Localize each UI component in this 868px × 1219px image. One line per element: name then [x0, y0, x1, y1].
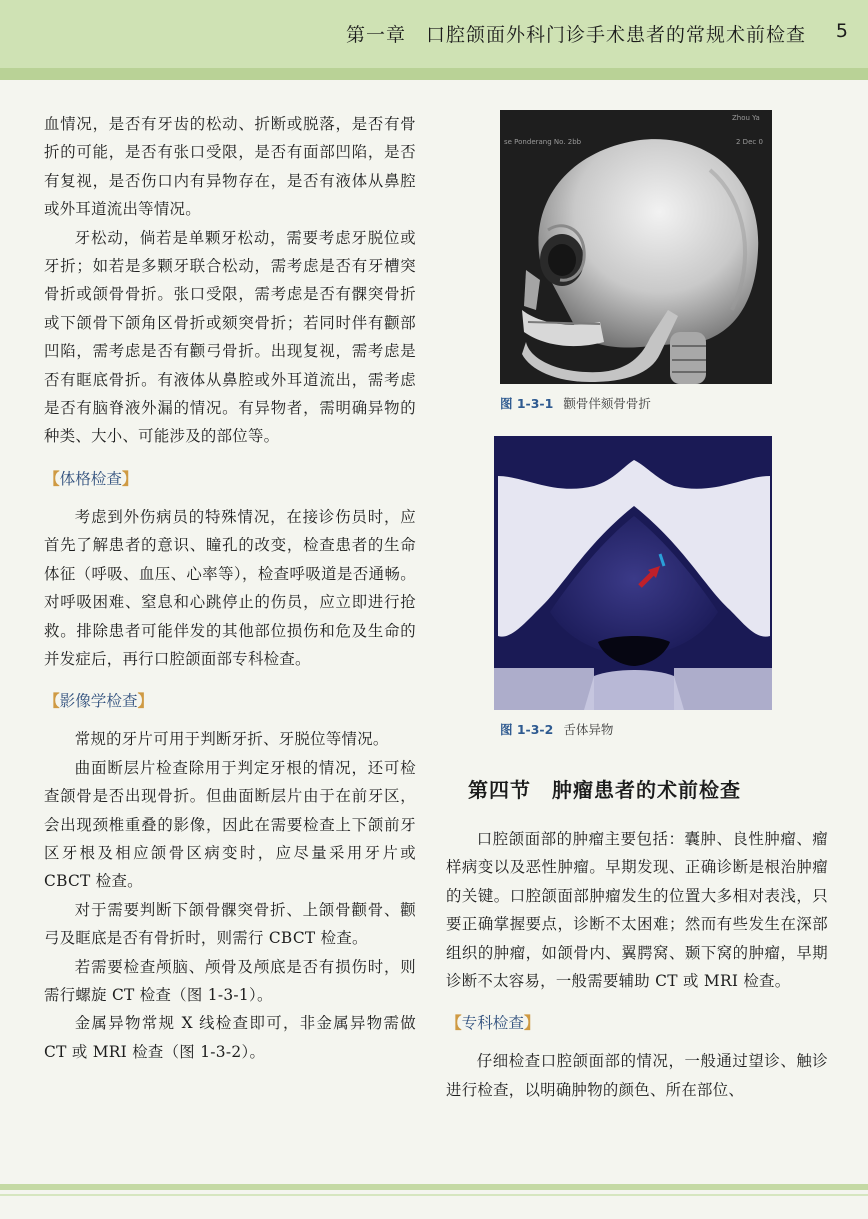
figure-caption: [500, 394, 828, 414]
header-band: [0, 68, 868, 80]
figure-caption: [500, 720, 828, 740]
paragraph: 考虑到外伤病员的特殊情况，在接诊伤员时，应首先了解患者的意识、瞳孔的改变，检查患者的生命体征（呼吸、血压、心率等），检查呼吸道是否通畅。对呼吸困难、窒息和心跳停止的伤员，应立即进行抢救。排除患者可能伴发的其他部位损伤和危及生命的并发症后，再行口腔颌面部专科检查。: [44, 507, 416, 668]
paragraph: 血情况，是否有牙齿的松动、折断或脱落，是否有骨折的可能，是否有张口受限，是否有面部凹陷，是否有复视，是否伤口内有异物存在，是否有液体从鼻腔或外耳道流出等情况。: [44, 115, 416, 219]
bracket-open: 【: [446, 1014, 462, 1033]
chapter-title: 第一章 口腔颌面外科门诊手术患者的常规术前检查: [345, 24, 806, 46]
footer-line: [0, 1194, 868, 1196]
ct-overlay-text: se Ponderang No. 2bb: [504, 138, 582, 146]
figure-tongue-ct: [494, 436, 772, 710]
left-column: [44, 110, 416, 1066]
paragraph: 金属异物常规 X 线检查即可，非金属异物需做 CT 或 MRI 检查（图 1-3-2）。: [44, 1014, 416, 1061]
page-header: [0, 0, 868, 68]
subheading-label: 专科检查: [461, 1014, 524, 1033]
bracket-open: 【: [44, 469, 60, 488]
section-title: 第四节 肿瘤患者的术前检查: [468, 778, 741, 802]
bracket-close: 】: [137, 692, 154, 711]
skull-ct-image: [500, 110, 772, 384]
tongue-ct-image: [494, 436, 772, 710]
ct-overlay-text: Zhou Ya: [732, 114, 760, 122]
bracket-open: 【: [44, 692, 60, 711]
subheading-physical-exam: [44, 467, 416, 491]
paragraph: 常规的牙片可用于判断牙折、牙脱位等情况。: [74, 730, 389, 749]
paragraph: 牙松动，倘若是单颗牙松动，需要考虑牙脱位或牙折；如若是多颗牙联合松动，需考虑是否有牙槽突骨折或颌骨骨折。张口受限，需考虑是否有髁突骨折或下颌骨下颌角区骨折或颏突骨折；若同时伴有颧部凹陷，需考虑是否有颧弓骨折。出现复视，需考虑是否有眶底骨折。有液体从鼻腔或外耳道流出，需考虑是否有脑脊液外漏的情况。有异物者，需明确异物的种类、大小、可能涉及的部位等。: [44, 228, 416, 446]
paragraph: 若需要检查颅脑、颅骨及颅底是否有损伤时，则需行螺旋 CT 检查（图 1-3-1）。: [44, 957, 416, 1004]
paragraph: 曲面断层片检查除用于判定牙根的情况，还可检查颌骨是否出现骨折。但曲面断层片由于在前牙区，会出现颈椎重叠的影像，因此在需要检查上下颌前牙区牙根及相应颌骨区病变时，应尽量采用牙片或 CBCT 检查。: [44, 758, 416, 891]
bracket-close: 】: [524, 1014, 540, 1033]
figure-number: 图 1-3-1: [500, 396, 554, 411]
paragraph: 对于需要判断下颌骨髁突骨折、上颌骨颧骨、颧弓及眶底是否有骨折时，则需行 CBCT 检查。: [44, 900, 416, 948]
paragraph: 仔细检查口腔颌面部的情况，一般通过望诊、触诊进行检查，以明确肿物的颜色、所在部位、: [446, 1052, 828, 1099]
figure-number: 图 1-3-2: [500, 722, 554, 737]
page-number: 5: [835, 20, 848, 42]
figure-skull-ct: [500, 110, 772, 384]
subheading-label: 影像学检查: [59, 692, 138, 711]
caption-text: 颧骨伴颏骨骨折: [563, 396, 651, 411]
bracket-close: 】: [122, 469, 138, 488]
subheading-label: 体格检查: [59, 469, 122, 488]
subheading-specialist-exam: [446, 1011, 828, 1035]
caption-text: 舌体异物: [563, 722, 614, 737]
paragraph: 口腔颌面部的肿瘤主要包括：囊肿、良性肿瘤、瘤样病变以及恶性肿瘤。早期发现、正确诊断是根治肿瘤的关键。口腔颌面部肿瘤发生的位置大多相对表浅，只要正确掌握要点，诊断不太困难；然而有些发生在深部组织的肿瘤，如颌骨内、翼腭窝、颞下窝的肿瘤，早期诊断不太容易，一般需要辅助 CT 或 MRI 检查。: [446, 830, 828, 991]
subheading-imaging-exam: [44, 689, 416, 713]
right-column: [446, 110, 828, 1104]
footer-band: [0, 1184, 868, 1190]
ct-overlay-text: 2 Dec 0: [736, 138, 763, 146]
